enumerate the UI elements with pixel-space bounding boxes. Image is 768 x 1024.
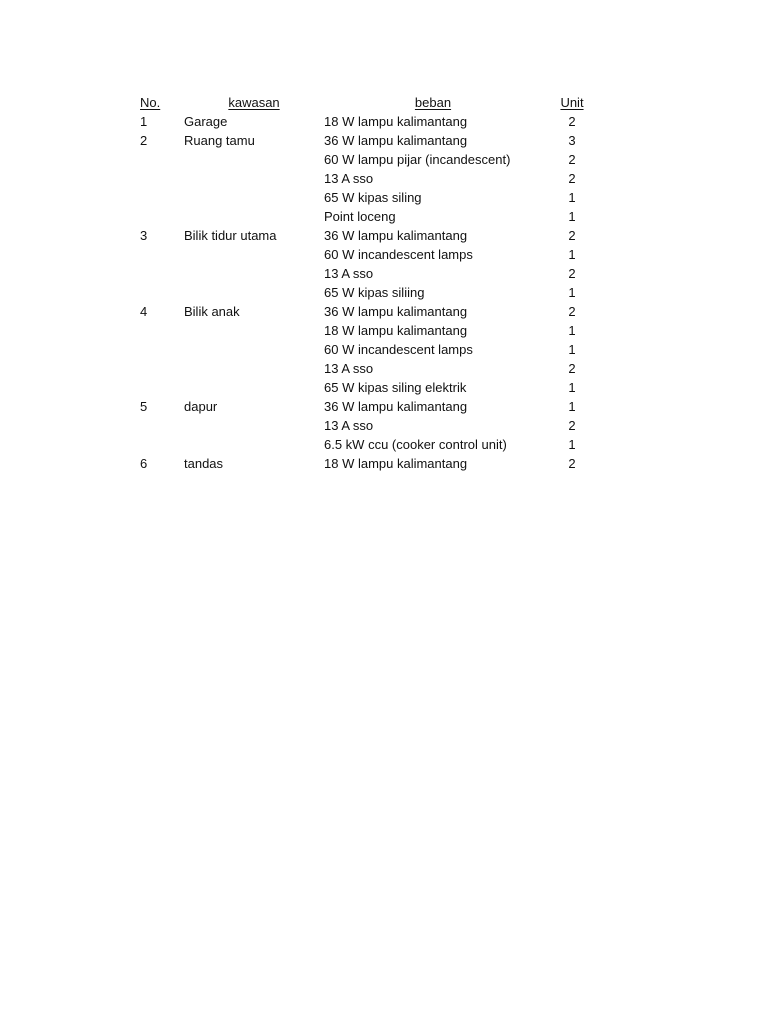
header-area xyxy=(184,93,324,112)
cell-load: 36 W lampu kalimantang xyxy=(324,133,468,148)
cell-unit: 2 xyxy=(568,266,576,281)
cell-load: 60 W incandescent lamps xyxy=(324,342,473,357)
cell-area: Bilik tidur utama xyxy=(184,228,277,243)
cell-load: 65 W kipas siling xyxy=(324,190,422,205)
cell-load: 18 W lampu kalimantang xyxy=(324,114,468,129)
cell-no: 2 xyxy=(140,133,148,148)
cell-no xyxy=(140,340,184,359)
cell-area xyxy=(184,169,324,188)
table-row xyxy=(140,340,602,359)
table-row xyxy=(140,169,602,188)
table-row xyxy=(140,454,602,473)
table-row xyxy=(140,359,602,378)
cell-area: tandas xyxy=(184,456,224,471)
table-row xyxy=(140,283,602,302)
cell-unit: 1 xyxy=(568,247,576,262)
table-row xyxy=(140,416,602,435)
load-table xyxy=(140,93,602,473)
cell-unit: 1 xyxy=(568,342,576,357)
table-row xyxy=(140,188,602,207)
cell-load: 36 W lampu kalimantang xyxy=(324,228,468,243)
header-no xyxy=(140,93,184,112)
cell-area xyxy=(184,264,324,283)
table-row xyxy=(140,397,602,416)
cell-area xyxy=(184,150,324,169)
header-load xyxy=(324,93,542,112)
table-row xyxy=(140,207,602,226)
cell-unit: 1 xyxy=(568,380,576,395)
cell-unit: 1 xyxy=(568,285,576,300)
cell-no xyxy=(140,188,184,207)
table-row xyxy=(140,226,602,245)
table-row xyxy=(140,435,602,454)
cell-area: Garage xyxy=(184,114,228,129)
cell-area xyxy=(184,378,324,397)
cell-load: 60 W lampu pijar (incandescent) xyxy=(324,152,511,167)
table-row xyxy=(140,245,602,264)
cell-area xyxy=(184,340,324,359)
header-no-label: No. xyxy=(140,95,161,110)
cell-no xyxy=(140,169,184,188)
cell-load: 13 A sso xyxy=(324,361,374,376)
cell-no: 6 xyxy=(140,456,148,471)
cell-no: 5 xyxy=(140,399,148,414)
table-header xyxy=(140,93,602,112)
table-body xyxy=(140,112,602,473)
cell-unit: 1 xyxy=(568,209,576,224)
cell-area xyxy=(184,207,324,226)
cell-no: 4 xyxy=(140,304,148,319)
cell-no xyxy=(140,321,184,340)
cell-area: Bilik anak xyxy=(184,304,240,319)
cell-no xyxy=(140,435,184,454)
cell-no xyxy=(140,416,184,435)
table-row xyxy=(140,131,602,150)
cell-unit: 2 xyxy=(568,152,576,167)
cell-no xyxy=(140,378,184,397)
cell-unit: 1 xyxy=(568,437,576,452)
cell-no xyxy=(140,283,184,302)
cell-load: 36 W lampu kalimantang xyxy=(324,304,468,319)
table-row xyxy=(140,302,602,321)
cell-no: 3 xyxy=(140,228,148,243)
table-row xyxy=(140,150,602,169)
table-row xyxy=(140,264,602,283)
cell-no: 1 xyxy=(140,114,148,129)
cell-load: 13 A sso xyxy=(324,266,374,281)
cell-no xyxy=(140,359,184,378)
cell-unit: 2 xyxy=(568,418,576,433)
cell-load: Point loceng xyxy=(324,209,396,224)
cell-load: 36 W lampu kalimantang xyxy=(324,399,468,414)
cell-area xyxy=(184,283,324,302)
cell-unit: 2 xyxy=(568,171,576,186)
cell-load: 6.5 kW ccu (cooker control unit) xyxy=(324,437,507,452)
cell-unit: 2 xyxy=(568,304,576,319)
cell-unit: 1 xyxy=(568,323,576,338)
header-unit-label: Unit xyxy=(560,95,584,110)
cell-area: dapur xyxy=(184,399,218,414)
cell-unit: 2 xyxy=(568,114,576,129)
cell-area xyxy=(184,245,324,264)
table-row xyxy=(140,112,602,131)
cell-area xyxy=(184,321,324,340)
cell-load: 13 A sso xyxy=(324,171,374,186)
cell-unit: 2 xyxy=(568,228,576,243)
cell-load: 65 W kipas siliing xyxy=(324,285,425,300)
cell-load: 60 W incandescent lamps xyxy=(324,247,473,262)
cell-unit: 1 xyxy=(568,190,576,205)
cell-area: Ruang tamu xyxy=(184,133,255,148)
cell-no xyxy=(140,150,184,169)
cell-no xyxy=(140,245,184,264)
header-load-label: beban xyxy=(414,95,452,110)
cell-load: 18 W lampu kalimantang xyxy=(324,323,468,338)
table-row xyxy=(140,378,602,397)
header-row xyxy=(140,93,602,112)
cell-unit: 2 xyxy=(568,361,576,376)
cell-load: 18 W lampu kalimantang xyxy=(324,456,468,471)
header-unit xyxy=(542,93,602,112)
cell-area xyxy=(184,188,324,207)
cell-area xyxy=(184,435,324,454)
cell-no xyxy=(140,207,184,226)
table-row xyxy=(140,321,602,340)
cell-load: 65 W kipas siling elektrik xyxy=(324,380,467,395)
cell-unit: 2 xyxy=(568,456,576,471)
cell-no xyxy=(140,264,184,283)
cell-unit: 3 xyxy=(568,133,576,148)
cell-area xyxy=(184,416,324,435)
cell-area xyxy=(184,359,324,378)
header-area-label: kawasan xyxy=(228,95,280,110)
cell-unit: 1 xyxy=(568,399,576,414)
cell-load: 13 A sso xyxy=(324,418,374,433)
